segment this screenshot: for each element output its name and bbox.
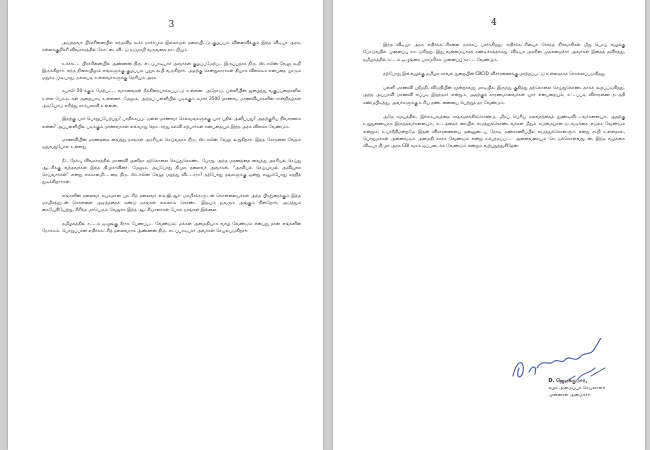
paragraph: பள்ளி மாணவி ஸ்ரீமதி, விடுதியின் மூன்றாவது மாடியில் இருந்து குதித்து தற்கொலை செய்துகொண்டதாகக் கூறப்படுகிறது. அந்த அப்பாவி மாணவி எப்படி இறந்தார் என்றும், அதற்குக் காரணமானவர்கள் யார் என்பதையும், சட்டப்படி விசாரணை நடத்தி கண்டுபிடித்து, அவர்களுக்கு உரிய தண்டனையை பெற்றுத் தர வேண்டும். [363,86,625,106]
document-page-3 [8,0,323,450]
signature-block [548,378,605,399]
paragraph: நீட் தேர்வு விவகாரத்தில் மாணவி அனிதா தற்கொலை செய்துகொண்ட போது, அந்த மரணத்தை வைத்து அரசியல் செய்து ஆட்சிக்கு வந்தவர்கள் இந்த திமுக-வினர். மேலும், அப்போது திமுக தலைவர் அவர்கள், "அரசியல் செய்யாமல் அவியலா செய்வார்கள்" என்று எக்காளமிட்டதை திரு. ஸ்டாலின் வேலு மறந்து விட்டாரா? தற்போது தங்களுக்கு ஒன்று எனும்போது கதறித் துடிக்கிறார்கள். [42,158,301,186]
page-number: 3 [168,20,175,30]
document-page-4 [333,0,645,450]
signatory-title: கழக அமைப்புச் செயலாளர் [548,386,605,391]
paragraph: தற்போது இவ்வழக்கு தமிழக காவல் துறையின் CBCID விசாரணைக்கு மாற்றப்பட்டு உள்ளதாகச் சொல்லப்படுகிறது. [383,71,606,77]
paragraph: தமிழகத்தில் சட்டம் ஒழுங்கு சீராக பேணப்பட வேண்டும்; மக்கள் அமைதியாக வாழ வேண்டும் என்பது தான் எங்களின் நோக்கம். பொறுப்பான எதிர்க்கட்சித் தலைவராக அண்ணன் திரு. எடப்பாடியார் அவர்கள் செயல்படுகிறார். [42,221,301,234]
paragraph: இந்த விடியா அரசு எதிர்க்கட்சிகளை நசுக்கப் பார்க்கிறது. எதிர்க்கட்சியைச் சேர்ந்த நிர்வாகிகள் மீது பொய் வழக்கு போடுவதில் முனைப்பு காட்டுகிறது. இது வன்மையாகக் கண்டிக்கத்தக்கது. விடியா அரசின் முதலமைச்சர் அவர்கள் இதைத் தவிர்த்து, தமிழகத்தில் சட்டம் ஒழுங்கை பராமரிக்க முனைப்பு காட்ட வேண்டும். [363,43,625,63]
paragraph: உச்சகட்ட பிரச்சினையில் அண்ணன் திரு. எடப்பாடியார் அவர்கள் குழப்பமேற்பட இருப்பதாக திரு. ஸ்டாலின் வேலு கூறி இருக்கிறார். எந்த நிலையிலும் எங்களுக்கு குழப்பம் புதுசு கூறி வருகிறார். அதற்கு சென்றுகாரர்கள் தியாக விளக்கம் என்பதை யாரும் மறுக்க முடியாது. நல்லபடி உள்ளவர்களுக்கு தெரியும் அரசு. [42,61,301,82]
paragraph: அதே சமயத்தில், இச்சம்பவத்தை சாதகமாக்கிக்கொண்டு, மிகப் பெரிய கலவரத்தைத் தூண்டிவிட்டவர்களையும், அதற்கு உறுதுணையாக இருந்தவர்களையும், சட்டத்தைக் கையில் எடுத்துக்கொண்டவர்கள் மீதும் கடுமையான நடவடிக்கை எடுக்க வேண்டும் என்றும்; உயர்நீதிமன்றமே இதன் விசாரணையை தன்னுடைய நேரடி கண்காணிப்பில் எடுத்துக்கொள்ளும் என்று கூறி உள்ளதால், பொதுமக்கள் அனைவரும் அமைதி காக்க வேண்டும் என்று சம்பந்தப்பட்ட அனைவரையும் கேட்டுக்கொள்வதுடன், இந்த வழக்கை விடியா திமுக அரசு CBI வசம் ஒப்படைக்க வேண்டும் என்றும் வற்புறுத்துகிறேன். [363,115,625,150]
paragraph: இதற்கு யார் பொறுப்பேற்பது? பாதிக்கப்பட்டுள்ள மாணவர் செல்வங்களுக்கு யார் பதில் அளிப்பது? அதற்குரிய நிவாரணம் என்ன? அப்பள்ளியில் படிக்கும் மாணவர்கள் எவ்வாறு தொடர்ந்து கல்வி கற்பார்கள் என்பதையும் இந்த அரசு விளக்க வேண்டும். [42,117,301,130]
signatory-name: D. ஜெயக்குமார், [548,378,588,384]
paragraph: மாணவியின் மரணத்தை வைத்து நாங்கள் அரசியல் செய்வதாக திரு. ஸ்டாலின் வேலு கூறுகிறார். இந்த சோதனை வேதம் ஓதுவதுபோல் உள்ளது. [42,137,301,151]
paragraph: கபாலி 50-க்கும் மேற்பட்ட வாகனங்கள் தீக்கிரையாக்கப்பட்டு உள்ளன. அதோடு, பள்ளியின் நுழைந்து வகுப்பறைகளில் உள்ள பொருட்கள் சூறையாடி உள்ளனர். மேலும், அந்தப் பள்ளியில் படிக்கும் சுமார் 3500 மாணவ, மாணவியர்களின் சான்றிதழ்கள் அடியோடு எரித்து சாம்பலாகி உள்ளன. [42,89,301,110]
page-number: 4 [491,18,497,28]
paragraph: அடுத்தவர் பிரச்சினையில் எந்தவித கூச்ச நாச்சமும் இல்லாமல் தலையிட்டு குழப்பம் விளைவிக்கும் இந்த விடியா அரசு, கள்ளக்குறிச்சி விவகாரத்தில் கோட்டைவிட்டு தடுமாறி வருவதை நாடறியும். [42,41,301,54]
paragraph: எங்களின் தலைவர் சுயகமான புரட்சித் தலைவர் எம்.ஜி.ஆர். மாமிசக்களுடன் கொள்ளையர்கள் அந்த பிரதுரைக்கும் இந்த மாமிசத்துடன் கொள்ளை அடித்ததைக் கண்டு நாங்கள் எல்லாம் கொண்ட இதயம் ஐவரும் அங்கும் நின்றோர், அடுத்தும் கையேதியேற்று, சிரிந்த மாபெரும் வேறுக்க இந்த ஆட்சியாளர்கள் போல் நாங்கள் இல்லை. [42,193,301,214]
signatory-title: முன்னாள் அமைச்சர். [548,393,592,398]
